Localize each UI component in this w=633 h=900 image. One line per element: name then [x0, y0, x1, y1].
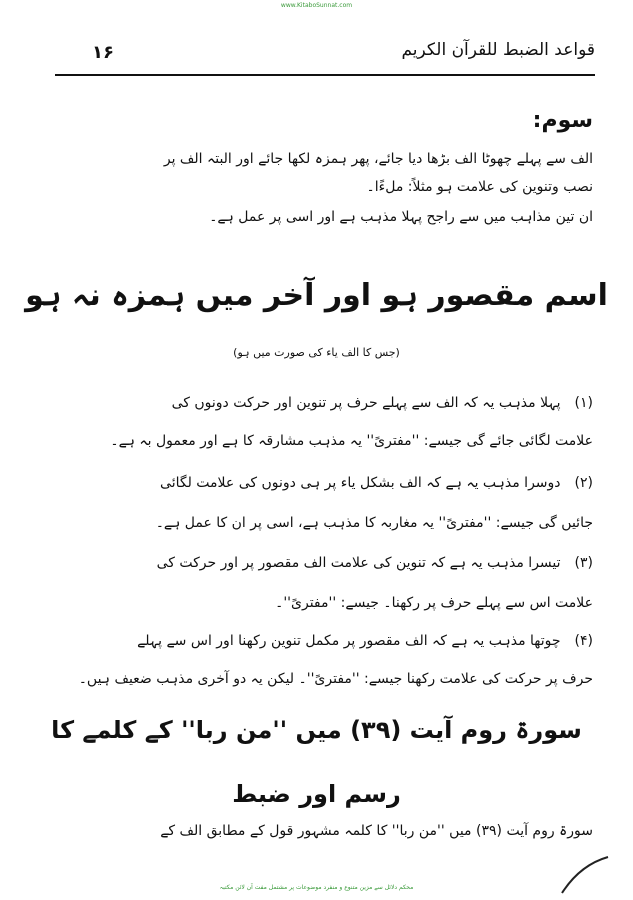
paragraph-line: سورۃ روم آیت (۳۹) میں ''من ربا'' کا کلمہ مشہور قول کے مطابق الف کے: [160, 823, 593, 839]
item-number: (۳): [574, 555, 593, 571]
list-item: [38, 552, 593, 574]
header-divider: [55, 74, 595, 76]
top-watermark: www.KitaboSunnat.com: [280, 2, 353, 9]
heading-surah-rum: سورۃ روم آیت (۳۹) میں ''من ربا'' کے کلمے کا: [51, 716, 582, 744]
list-item: [38, 630, 593, 652]
page-number: ۱۶: [92, 42, 114, 63]
item-continuation: حرف پر حرکت کی علامت رکھنا جیسے: ''مفتریً''۔ لیکن یہ دو آخری مذہب ضعیف ہیں۔: [78, 671, 593, 687]
list-item: [38, 472, 593, 494]
heading-note: (جس کا الف یاء کی صورت میں ہو): [233, 346, 400, 359]
item-text: چوتھا مذہب یہ ہے کہ الف مقصور پر مکمل تنوین رکھنا اور اس سے پہلے: [137, 633, 561, 649]
item-number: (۲): [574, 475, 593, 491]
item-number: (۱): [574, 395, 593, 411]
item-continuation: علامت اس سے پہلے حرف پر رکھنا۔ جیسے: ''مفتریً''۔: [275, 595, 593, 611]
section-label: سوم:: [532, 108, 593, 133]
heading-ism-maqsur: اسم مقصور ہو اور آخر میں ہمزہ نہ ہو: [25, 278, 608, 313]
paragraph-line: نصب وتنوین کی علامت ہو مثلاً: ملءًا۔: [366, 179, 593, 195]
item-continuation: جائیں گی جیسے: ''مفتریً'' یہ مغاربہ کا مذہب ہے، اسی پر ان کا عمل ہے۔: [155, 515, 593, 531]
bottom-watermark: محکم دلائل سے مزین متنوع و منفرد موضوعات پر مشتمل مفت آن لائن مکتبہ: [219, 884, 414, 891]
item-text: پہلا مذہب یہ کہ الف سے پہلے حرف پر تنوین اور حرکت دونوں کی: [171, 395, 561, 411]
running-header-title: قواعد الضبط للقرآن الكریم: [401, 40, 595, 60]
item-number: (۴): [574, 633, 593, 649]
list-item: [38, 392, 593, 414]
heading-rasm-dabt: رسم اور ضبط: [232, 780, 401, 808]
item-continuation: علامت لگائی جائے گی جیسے: ''مفتریً'' یہ مذہب مشارقہ کا ہے اور معمول بہ ہے۔: [110, 433, 593, 449]
item-text: تیسرا مذہب یہ ہے کہ تنوین کی علامت الف مقصور پر اور حرکت کی: [156, 555, 561, 571]
item-text: دوسرا مذہب یہ ہے کہ الف بشکل یاء پر ہی دونوں کی علامت لگائی: [160, 475, 561, 491]
paragraph-line: ان تین مذاہب میں سے راجح پہلا مذہب ہے اور اسی پر عمل ہے۔: [209, 209, 593, 225]
paragraph-line: الف سے پہلے چھوٹا الف بڑھا دیا جائے، پھر ہمزہ لکھا جائے اور البتہ الف پر: [163, 151, 593, 167]
